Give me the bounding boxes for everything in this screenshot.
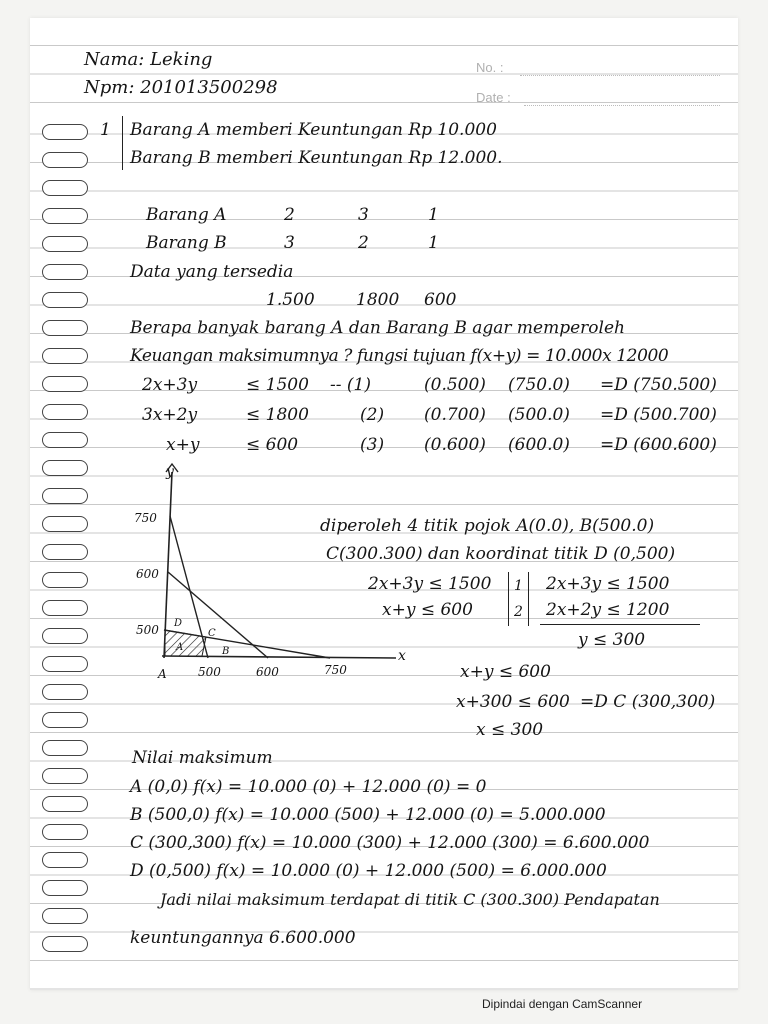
point-label: A — [158, 667, 167, 681]
binder-ring — [42, 796, 88, 812]
point-label: C — [208, 628, 216, 639]
data-available-label: Data yang tersedia — [130, 262, 294, 282]
elimination-divider — [508, 572, 509, 626]
elimination-number: 1 — [514, 578, 523, 594]
feasible-region — [165, 630, 206, 656]
binder-ring — [42, 880, 88, 896]
constraint-expr: 3x+2y — [142, 405, 198, 425]
point-label: B — [222, 646, 230, 657]
binder-ring — [42, 768, 88, 784]
corner-points-line-2: C(300.300) dan koordinat titik D (0,500) — [326, 544, 676, 564]
max-title: Nilai maksimum — [132, 748, 273, 768]
available-value: 1800 — [356, 290, 400, 310]
binder-ring — [42, 236, 88, 252]
date-label: Date : — [476, 90, 511, 105]
binder-ring — [42, 264, 88, 280]
elimination-left: x+y ≤ 600 — [382, 600, 473, 620]
table-row-a-label: Barang A — [146, 205, 227, 225]
problem-number: 1 — [100, 120, 111, 140]
constraint-point-1: (0.500) — [424, 375, 486, 395]
question-line-1: Berapa banyak barang A dan Barang B agar memperoleh — [130, 318, 625, 338]
constraint-result: =D (750.500) — [600, 375, 717, 395]
region-label: A — [176, 642, 184, 653]
scanner-watermark: Dipindai dengan CamScanner — [482, 997, 643, 1011]
constraint-result: =D (600.600) — [600, 435, 717, 455]
binder-ring — [42, 600, 88, 616]
max-row: B (500,0) f(x) = 10.000 (500) + 12.000 (0) = 5.000.000 — [130, 805, 606, 825]
binder-ring — [42, 208, 88, 224]
student-npm: Npm: 201013500298 — [84, 77, 278, 98]
constraint-number: (3) — [360, 435, 385, 455]
binder-ring — [42, 180, 88, 196]
table-row-b-value: 2 — [358, 233, 369, 253]
table-row-a-value: 1 — [428, 205, 439, 225]
binder-ring — [42, 572, 88, 588]
elimination-number: 2 — [514, 604, 523, 620]
constraint-bound: ≤ 1800 — [246, 405, 309, 425]
conclusion-line-2: keuntungannya 6.600.000 — [130, 928, 356, 948]
y-axis-label: y — [166, 464, 174, 480]
problem-line-1: Barang A memberi Keuntungan Rp 10.000 — [130, 120, 497, 140]
available-value: 1.500 — [266, 290, 315, 310]
elimination-right: 2x+2y ≤ 1200 — [546, 600, 670, 620]
available-value: 600 — [424, 290, 457, 310]
binder-ring — [42, 376, 88, 392]
no-label: No. : — [476, 60, 504, 75]
constraint-bound: ≤ 600 — [246, 435, 299, 455]
constraint-number: (2) — [360, 405, 385, 425]
max-row: C (300,300) f(x) = 10.000 (300) + 12.000 (300) = 6.600.000 — [130, 833, 650, 853]
binder-ring — [42, 712, 88, 728]
binder-ring — [42, 936, 88, 952]
binder-ring — [42, 432, 88, 448]
constraint-point-1: (0.600) — [424, 435, 486, 455]
binder-ring — [42, 656, 88, 672]
substitution-line: x ≤ 300 — [476, 720, 544, 740]
date-dotline — [524, 105, 720, 106]
x-tick-label: 600 — [256, 665, 279, 679]
constraint-number: -- (1) — [330, 375, 371, 395]
binder-ring — [42, 404, 88, 420]
table-row-b-value: 1 — [428, 233, 439, 253]
problem-bracket — [122, 116, 123, 170]
x-tick-label: 500 — [198, 665, 221, 679]
max-row: D (0,500) f(x) = 10.000 (0) + 12.000 (500) = 6.000.000 — [130, 861, 607, 881]
elimination-left: 2x+3y ≤ 1500 — [368, 574, 492, 594]
substitution-line: x+y ≤ 600 — [460, 662, 551, 682]
binder-ring — [42, 824, 88, 840]
student-name: Nama: Leking — [84, 49, 213, 70]
constraint-point-2: (750.0) — [508, 375, 570, 395]
binder-ring — [42, 852, 88, 868]
subtraction-line — [540, 624, 700, 625]
constraint-expr: 2x+3y — [142, 375, 198, 395]
binder-ring — [42, 348, 88, 364]
binder-ring — [42, 292, 88, 308]
substitution-result: =D C (300,300) — [580, 692, 716, 712]
binder-ring — [42, 152, 88, 168]
binder-ring — [42, 124, 88, 140]
table-row-a-value: 2 — [284, 205, 295, 225]
binder-ring — [42, 908, 88, 924]
problem-line-2: Barang B memberi Keuntungan Rp 12.000. — [130, 148, 503, 168]
y-tick-label: 750 — [134, 511, 157, 525]
max-row: A (0,0) f(x) = 10.000 (0) + 12.000 (0) = 0 — [130, 777, 487, 797]
x-axis-label: x — [398, 648, 406, 664]
conclusion-line-1: Jadi nilai maksimum terdapat di titik C (300.300) Pendapatan — [160, 890, 660, 909]
y-tick-label: 500 — [136, 623, 159, 637]
elimination-right: 2x+3y ≤ 1500 — [546, 574, 670, 594]
point-label: D — [174, 618, 183, 629]
binder-ring — [42, 516, 88, 532]
constraint-point-1: (0.700) — [424, 405, 486, 425]
binder-ring — [42, 488, 88, 504]
binder-ring — [42, 684, 88, 700]
binder-ring — [42, 460, 88, 476]
constraint-expr: x+y — [166, 435, 200, 455]
binder-ring — [42, 544, 88, 560]
constraint-point-2: (500.0) — [508, 405, 570, 425]
constraint-bound: ≤ 1500 — [246, 375, 309, 395]
binder-ring — [42, 628, 88, 644]
corner-points-line-1: diperoleh 4 titik pojok A(0.0), B(500.0) — [320, 516, 655, 536]
table-row-a-value: 3 — [358, 205, 369, 225]
constraint-result: =D (500.700) — [600, 405, 717, 425]
no-dotline — [520, 75, 720, 76]
table-row-b-value: 3 — [284, 233, 295, 253]
x-tick-label: 750 — [324, 663, 347, 677]
table-row-b-label: Barang B — [146, 233, 227, 253]
binder-ring — [42, 320, 88, 336]
constraint-point-2: (600.0) — [508, 435, 570, 455]
y-tick-label: 600 — [136, 567, 159, 581]
question-line-2: Keuangan maksimumnya ? fungsi tujuan f(x+y) = 10.000x 12000 — [130, 346, 669, 366]
elimination-result: y ≤ 300 — [578, 630, 646, 650]
elimination-divider — [528, 572, 529, 626]
substitution-line: x+300 ≤ 600 — [456, 692, 570, 712]
binder-ring — [42, 740, 88, 756]
